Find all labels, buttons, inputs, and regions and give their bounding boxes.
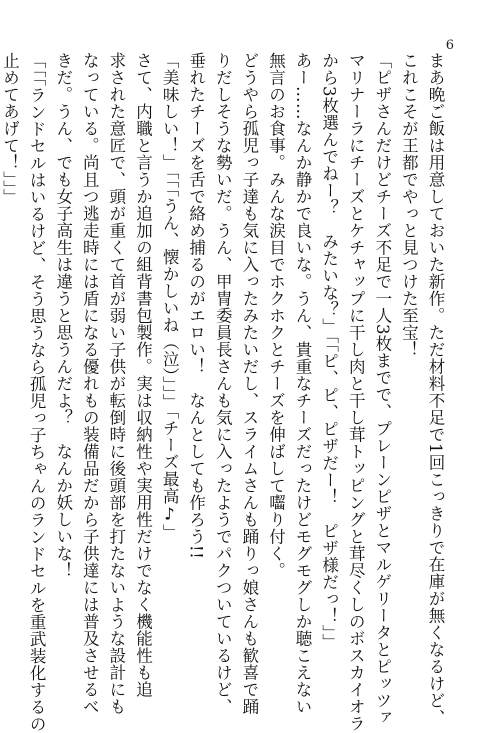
text-line: 求された意匠で、頭が重くて首が弱い子供が転倒時に後頭部を打たないような設計にも bbox=[106, 52, 126, 715]
text-line: 「美味しい！」「「「うん、懐かしいね（泣）」」」「チーズ最高♪」 bbox=[160, 52, 180, 541]
text-line: どうやら孤児っ子達も気に入ったみたいだし、スライムさんも踊りっ娘さんも歓喜で踊 bbox=[239, 52, 259, 715]
text-line: 無言のお食事。みんな涙目でホクホクとチーズを伸ばして囓り付く。 bbox=[266, 52, 286, 579]
text-line: あー……なんか静かで良いな。うん、貴重なチーズだったけどモグモグしか聴こえない bbox=[293, 52, 313, 715]
text-line: まあ晩ご飯は用意しておいた新作。ただ材料不足で1回こっきりで在庫が無くなるけど、 bbox=[426, 52, 445, 726]
text-line: から3枚選んでねー？ みたいな？」「「ピ、ピ、ピザだー！ ピザ様だっ！」」 bbox=[319, 52, 339, 651]
text-line: マリナーラにチーズとケチャップに干し肉と干し茸トッピングと茸尽くしのボスカイオラ bbox=[346, 52, 366, 732]
page-number: 6 bbox=[445, 38, 454, 53]
text-line: これこそが王都でやっと見つけた至宝！ bbox=[399, 52, 419, 358]
text-line: りだしそうな勢いだ。うん、甲冑委員長さんも気に入ったようでパクついているけど、 bbox=[213, 52, 233, 715]
text-line: さて、内職と言うか追加の組背書包製作。実は収納性や実用性だけでなく機能性も追 bbox=[133, 52, 153, 698]
text-line: 止めてあげて！」」」 bbox=[0, 52, 20, 206]
text-line: 垂れたチーズを舌で絡め捕るのがエロい！ なんとしても作ろう!! bbox=[186, 52, 206, 560]
text-line: なっている。尚且つ逃走時には盾になる優れもの装備品だから子供達には普及させるべ bbox=[80, 52, 100, 715]
text-line: 「「「ランドセルはいるけど、そう思うなら孤児っ子ちゃんのランドセルを重武装化するの bbox=[27, 52, 47, 733]
vertical-text-body bbox=[0, 52, 448, 733]
text-line: きだ。うん、でも女子高生は違うと思うんだよ？ なんか妖しいな！ bbox=[53, 52, 73, 579]
text-line: 「ピザさんだけどチーズ不足で一人3枚までで、プレーンピザとマルゲリータとピッツァ bbox=[372, 52, 392, 726]
